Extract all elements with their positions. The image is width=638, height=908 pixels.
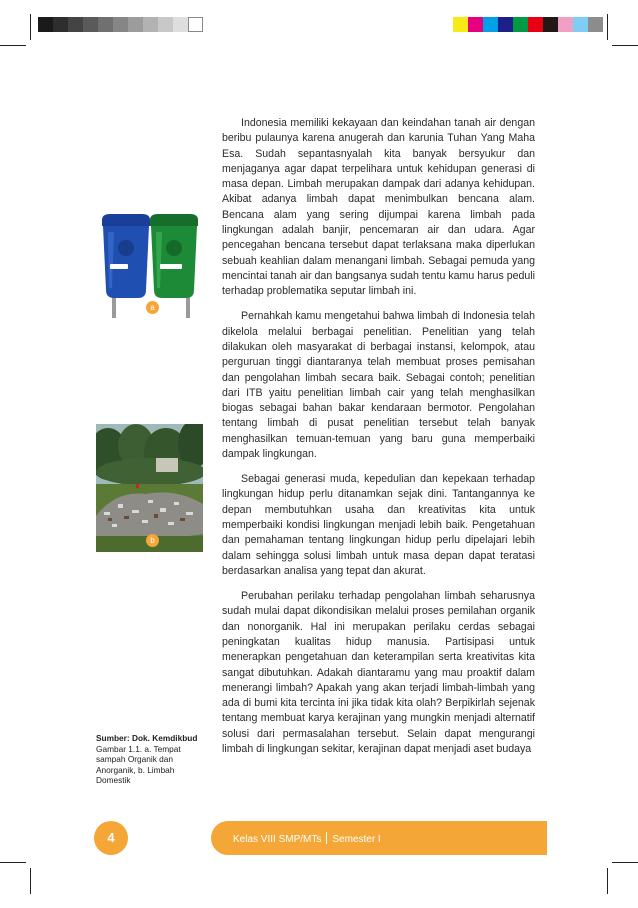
footer-separator — [326, 832, 327, 844]
crop-mark — [0, 45, 26, 46]
process-color-bar — [453, 17, 603, 32]
color-swatch — [188, 17, 203, 32]
figure-a-label: a — [146, 301, 159, 314]
domestic-waste-image — [96, 424, 203, 552]
paragraph: Sebagai generasi muda, kepedulian dan kepekaan terhadap lingkungan hidup perlu ditanamkan sejak dini. Tantangannya ke depan membutuhkan usaha dan kreativitas kita untuk memperbaiki kondisi lingkungan menjadi lebih baik. Pengetahuan dan pemahaman tentang lingkungan hidup perlu dipelajari lebih dalam sehingga solusi limbah untuk masa depan dapat teratasi berdasarkan analisa yang tepat dan akurat. — [222, 473, 535, 577]
page-number: 4 — [94, 821, 128, 855]
crop-mark — [607, 14, 608, 40]
color-swatch — [483, 17, 498, 32]
paragraph: Perubahan perilaku terhadap pengolahan limbah seharusnya sudah mulai dapat dikondisikan melalui proses pemilahan organik dan nonorganik. Hal ini merupakan perilaku cerdas sebagai peningkatan kualitas hidup manusia. Partisipasi untuk menerapkan pengetahuan dan keterampilan serta kreativitas kita sangat dibutuhkan. Adakah diantaramu yang mau proaktif dalam menerangi limbah? Apakah yang akan terjadi limbah-limbah yang ada di bumi kita tercinta ini jika tidak kita olah? Berpikirlah sejenak tentang membuat karya kerajinan yang mungkin menjadi alternatif solusi dari permasalahan tersebut. Selain dapat mengurangi limbah di lingkungan sekitar, kerajinan dapat menjadi aset budaya — [222, 590, 535, 755]
caption-text: Gambar 1.1. a. Tempat sampah Organik dan Anorganik, b. Limbah Domestik — [96, 743, 181, 785]
color-swatch — [173, 17, 188, 32]
color-swatch — [453, 17, 468, 32]
footer-semester: Semester I — [332, 834, 381, 845]
color-swatch — [543, 17, 558, 32]
figure-caption — [96, 733, 208, 786]
grayscale-color-bar — [38, 17, 203, 32]
color-swatch — [38, 17, 53, 32]
footer-book-title: Kelas VIII SMP/MTs — [233, 834, 322, 845]
caption-source: Sumber: Dok. Kemdikbud — [96, 733, 198, 743]
color-swatch — [528, 17, 543, 32]
color-swatch — [588, 17, 603, 32]
crop-mark — [30, 868, 31, 894]
color-swatch — [113, 17, 128, 32]
paragraph: Pernahkah kamu mengetahui bahwa limbah di Indonesia telah dikelola melalui berbagai penelitian. Penelitian yang telah dilakukan oleh masyarakat di berbagai instansi, kelompok, atau perguruan tinggi diantaranya telah membuat proses pemisahan dan pengolahan limbah secara baik. Sebagai contoh; penelitian dari ITB yaitu penelitian limbah cair yang telah menghasilkan biogas sebagai bahan bakar kendaraan bermotor. Pengolahan tentang limbah di pusat penelitian tersebut telah banyak menghasilkan temuan-temuan yang baru guna memperbaiki dampak lingkungan. — [222, 310, 535, 460]
crop-mark — [612, 862, 638, 863]
crop-mark — [0, 862, 26, 863]
color-swatch — [143, 17, 158, 32]
crop-mark — [607, 868, 608, 894]
color-swatch — [83, 17, 98, 32]
color-swatch — [158, 17, 173, 32]
color-swatch — [573, 17, 588, 32]
color-swatch — [498, 17, 513, 32]
color-swatch — [128, 17, 143, 32]
body-text — [222, 116, 535, 767]
color-swatch — [558, 17, 573, 32]
color-swatch — [98, 17, 113, 32]
paragraph: Indonesia memiliki kekayaan dan keindahan tanah air dengan beribu pulaunya karena anugerah dan karunia Tuhan Yang Maha Esa. Sudah sepantasnyalah kita banyak bersyukur dan menjaganya agar dapat terpelihara untuk kehidupan generasi di masa depan. Limbah merupakan dampak dari adanya kehidupan. Akibat adanya limbah dapat menimbulkan bencana alam. Bencana alam yang sering dijumpai karena limbah pada lingkungan adalah banjir, pencemaran air dan udara. Agar pencegahan bencana tersebut dapat terlaksana maka diperlukan sebuah keahlian dalam menangani limbah. Sebagai pemuda yang mencintai tanah air dan bangsanya sudah tentu kamu harus peduli terhadap problematika seputar limbah ini. — [222, 117, 535, 298]
color-swatch — [53, 17, 68, 32]
garbage-pile-illustration — [96, 424, 203, 552]
crop-mark — [30, 14, 31, 40]
figure-b-label: b — [146, 534, 159, 547]
color-swatch — [68, 17, 83, 32]
color-swatch — [513, 17, 528, 32]
crop-mark — [612, 45, 638, 46]
footer-text — [233, 832, 381, 845]
color-swatch — [468, 17, 483, 32]
trash-bins-image — [96, 212, 203, 322]
